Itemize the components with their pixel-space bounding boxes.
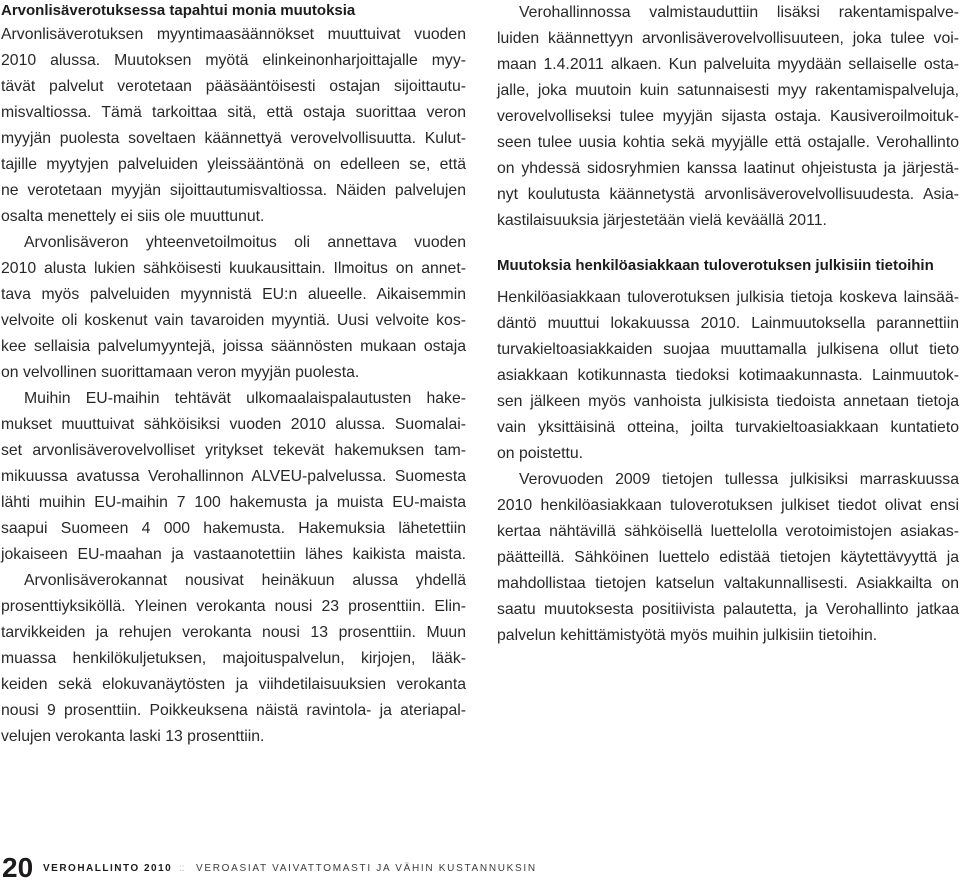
text-line: velvoite oli koskenut vain tavaroiden myyntiä. Uusi velvoite kos-	[1, 312, 466, 329]
text-line: set arvonlisäverovelvolliset yritykset tekevät hakemuksen tam-	[1, 442, 466, 459]
text-line: on yhdessä sidosryhmien kanssa laatinut ohjeistusta ja järjestä-	[497, 160, 959, 177]
text-line: Arvonlisäverotuksen myyntimaasäännökset muuttuivat vuoden	[1, 26, 466, 43]
text-line: Verovuoden 2009 tietojen tullessa julkisiksi marraskuussa	[519, 471, 959, 488]
paragraph	[1, 386, 466, 568]
text-line: 2010 henkilöasiakkaan tuloverotuksen julkiset tiedot olivat ensi	[497, 497, 959, 514]
right-column	[497, 0, 959, 649]
text-line: misvaltiossa. Tämä tarkoittaa sitä, että ostaja suorittaa veron	[1, 104, 466, 121]
footer-slogan: VEROASIAT VAIVATTOMASTI JA VÄHIN KUSTANNUKSIN	[196, 863, 537, 874]
text-line: sen jälkeen myös vanhoista julkisista tiedoista annetaan tietoja	[497, 393, 959, 410]
text-line: Verohallinnossa valmistauduttiin lisäksi rakentamispalve-	[519, 4, 959, 21]
text-line: maan 1.4.2011 alkaen. Kun palveluita myydään sellaiselle osta-	[497, 56, 959, 73]
text-line: on poistettu.	[497, 445, 584, 462]
text-line: verovelvolliseksi tulee myyjän sijasta ostaja. Kausiveroilmoituk-	[497, 108, 959, 125]
text-line: vain yksittäisinä otteina, joilta turvakieltoasiakkaan kuntatieto	[497, 419, 959, 436]
text-line: saatu muutoksesta positiivista palautetta, ja Verohallinto jatkaa	[497, 601, 959, 618]
text-line: Henkilöasiakkaan tuloverotuksen julkisia tietoja koskeva lainsää-	[497, 289, 959, 306]
text-line: palvelun kehittämistyötä myös muihin julkisiin tietoihin.	[497, 627, 878, 644]
text-line: päätteillä. Sähköinen luettelo edistää tietojen käytettävyyttä ja	[497, 549, 959, 566]
paragraph	[1, 568, 466, 750]
text-line: tajille myytyjen palveluiden yleissääntönä on edelleen se, että	[1, 156, 466, 173]
text-line: Muihin EU-maihin tehtävät ulkomaalaispalautusten hake-	[24, 390, 466, 407]
text-line: 2010 alusta lukien sähköisesti kuukausittain. Ilmoitus on annet-	[1, 260, 466, 277]
text-line: kertaa nähtävillä sähköisellä luettelolla verotoimistojen asiakas-	[497, 523, 959, 540]
text-line: myyjän puolesta soveltaen käännettyä verovelvollisuutta. Kulut-	[1, 130, 466, 147]
paragraph	[1, 230, 466, 386]
footer-separator: ::	[179, 863, 185, 874]
text-line: kastilaisuuksia järjestetään vielä keväällä 2011.	[497, 212, 827, 229]
text-line: 2010 alussa. Muutoksen myötä elinkeinonharjoittajalle myy-	[1, 52, 466, 69]
text-line: ne verotetaan myyjän sijoittautumisvaltiossa. Näiden palvelujen	[1, 182, 466, 199]
publication-title: VEROHALLINTO 2010	[43, 863, 173, 874]
text-line: muassa henkilökuljetuksen, majoituspalvelun, kirjojen, lääk-	[1, 650, 466, 667]
text-line: osalta menettely ei siis ole muuttunut.	[1, 208, 265, 225]
text-line: on velvollinen suorittamaan veron myyjän puolesta.	[1, 364, 360, 381]
paragraph	[497, 285, 959, 467]
text-line: nousi 9 prosenttiin. Poikkeuksena näistä ravintola- ja ateriapal-	[1, 702, 466, 719]
paragraph	[1, 22, 466, 230]
text-line: Arvonlisäverokannat nousivat heinäkuun alussa yhdellä	[24, 572, 466, 589]
text-line: velujen verokanta laski 13 prosenttiin.	[1, 728, 265, 745]
text-line: keiden sekä elokuvanäytösten ja viihdetilaisuuksien verokanta	[1, 676, 466, 693]
text-line: tava myös palveluiden myynnistä EU:n alueelle. Aikaisemmin	[1, 286, 466, 303]
section-heading-vat-changes: Arvonlisäverotuksessa tapahtui monia muutoksia	[1, 2, 356, 19]
text-line: luiden käännettyyn arvonlisäverovelvollisuuteen, joka tulee voi-	[497, 30, 959, 47]
text-line: Arvonlisäveron yhteenvetoilmoitus oli annettava vuoden	[24, 234, 466, 251]
text-line: prosenttiyksiköllä. Yleinen verokanta nousi 23 prosenttiin. Elin-	[1, 598, 466, 615]
text-line: seen tulee uusia kohtia sekä myyjälle että ostajalle. Verohallinto	[497, 134, 959, 151]
text-line: däntö muuttui lokakuussa 2010. Lainmuutoksella parannettiin	[497, 315, 959, 332]
text-line: jalle, joka muutoin kuin satunnaisesti myy rakentamispalveluja,	[497, 82, 959, 99]
text-line: jokaiseen EU-maahan ja vastaanotettiin lähes kaikista maista.	[1, 546, 466, 563]
paragraph	[497, 467, 959, 649]
text-line: kee sellaisia palvelumyyntejä, joissa säännösten mukaan ostaja	[1, 338, 466, 355]
paragraph	[497, 0, 959, 234]
text-line: asiakkaan kotikunnasta tiedoksi kotimaakunnasta. Lainmuutok-	[497, 367, 959, 384]
text-line: saapui Suomeen 4 000 hakemusta. Hakemuksia lähetettiin	[1, 520, 466, 537]
text-line: tävät palvelut verotetaan pääsääntöisesti ostajan sijoittautu-	[1, 78, 466, 95]
text-line: lähti muihin EU-maihin 7 100 hakemusta ja muista EU-maista	[1, 494, 466, 511]
text-line: mikuussa avatussa Verohallinnon ALVEU-palvelussa. Suomesta	[1, 468, 466, 485]
section-heading-public-tax-data: Muutoksia henkilöasiakkaan tuloverotuksen julkisiin tietoihin	[497, 257, 934, 274]
text-line: mukset muuttuivat sähköisiksi vuoden 2010 alussa. Suomalai-	[1, 416, 466, 433]
text-line: tarvikkeiden ja rehujen verokanta nousi 13 prosenttiin. Muun	[1, 624, 466, 641]
text-line: turvakieltoasiakkaiden suojaa muuttamalla julkisena ollut tieto	[497, 341, 959, 358]
page-number: 20	[2, 852, 34, 883]
text-line: mahdollistaa tietojen katselun valtakunnallisesti. Asiakkailta on	[497, 575, 959, 592]
text-line: nyt koulutusta käännetystä arvonlisäverovelvollisuudesta. Asia-	[497, 186, 959, 203]
left-column	[1, 0, 466, 750]
